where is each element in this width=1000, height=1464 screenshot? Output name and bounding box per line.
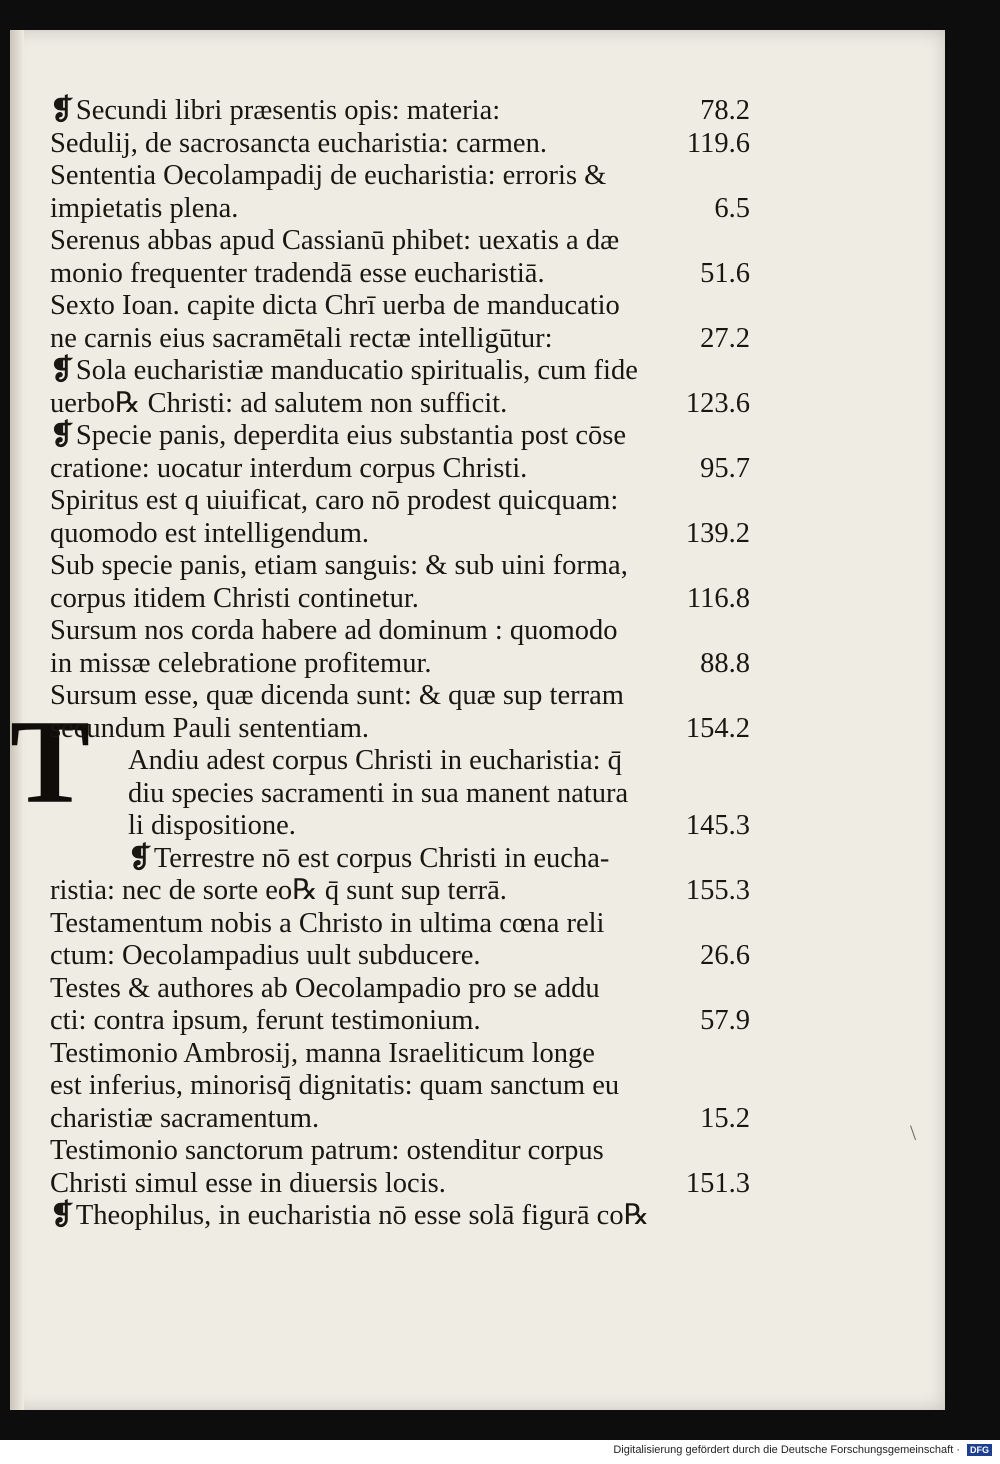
page-reference: 26.6 bbox=[700, 940, 750, 971]
margin-mark: \ bbox=[910, 1120, 917, 1145]
entry-text: cti: contra ipsum, ferunt testimonium. bbox=[50, 1005, 481, 1036]
entry-text: Christi simul esse in diuersis locis. bbox=[50, 1167, 446, 1199]
index-entry-line bbox=[50, 1135, 750, 1168]
entry-text: Andiu adest corpus Christi in eucharistia: q̄ bbox=[128, 745, 622, 776]
paragraph-mark-icon: ❡ bbox=[50, 95, 74, 126]
entry-text: ctum: Oecolampadius uult subducere. bbox=[50, 940, 481, 971]
entry-text: cratione: uocatur interdum corpus Christi. bbox=[50, 452, 528, 484]
page-reference: 27.2 bbox=[700, 322, 750, 354]
paragraph-mark-icon: ❡ bbox=[128, 842, 152, 874]
index-entry-line bbox=[50, 1200, 750, 1233]
index-entry-line bbox=[50, 420, 750, 453]
footer-bar bbox=[0, 1440, 1000, 1464]
page-reference: 88.8 bbox=[700, 647, 750, 679]
index-entry-line bbox=[50, 388, 750, 421]
page-reference: 119.6 bbox=[686, 127, 750, 159]
entry-text: charistiæ sacramentum. bbox=[50, 1102, 320, 1134]
entry-text: Testimonio Ambrosij, manna Israeliticum longe bbox=[50, 1037, 595, 1069]
index-entry-line bbox=[50, 258, 750, 291]
index-entry-line bbox=[50, 713, 750, 746]
entry-text: est inferius, minorisq̄ dignitatis: quam sanctum eu bbox=[50, 1070, 620, 1101]
entry-text: Specie panis, deperdita eius substantia post cōse bbox=[75, 420, 626, 451]
entry-text: diu species sacramenti in sua manent natura bbox=[128, 777, 629, 809]
entry-text: Spiritus est q uiuificat, caro nō prodest quicquam: bbox=[50, 485, 619, 516]
entry-text: Testes & authores ab Oecolampadio pro se addu bbox=[50, 972, 600, 1004]
index-entry-line bbox=[50, 95, 750, 128]
index-entry-line bbox=[50, 940, 750, 973]
entry-text: Sursum esse, quæ dicenda sunt: & quæ sup terram bbox=[50, 680, 624, 711]
index-entry-line bbox=[50, 128, 750, 161]
index-entry-line bbox=[50, 160, 750, 193]
dfg-logo: DFG bbox=[967, 1444, 992, 1456]
entry-text: quomodo est intelligendum. bbox=[50, 517, 370, 549]
index-entry-line bbox=[50, 908, 750, 941]
entry-text: Sola eucharistiæ manducatio spiritualis, cum fide bbox=[75, 355, 638, 386]
entry-text: Sub specie panis, etiam sanguis: & sub uini forma, bbox=[50, 550, 628, 581]
paragraph-mark-icon: ❡ bbox=[50, 355, 74, 386]
index-entry-line bbox=[50, 810, 750, 843]
index-entry-line bbox=[50, 1168, 750, 1201]
entry-text: monio frequenter tradendā esse eucharistiā. bbox=[50, 257, 545, 289]
page-reference: 15.2 bbox=[700, 1102, 750, 1134]
index-entry-line bbox=[50, 648, 750, 681]
decorated-initial: T bbox=[10, 695, 91, 828]
index-entry-line bbox=[50, 518, 750, 551]
page-reference: 155.3 bbox=[685, 875, 750, 906]
index-entry-line bbox=[50, 453, 750, 486]
index-entry-line bbox=[50, 290, 750, 323]
entry-text: Theophilus, in eucharistia nō esse solā figurā co℞ bbox=[75, 1200, 650, 1231]
entry-text: corpus itidem Christi continetur. bbox=[50, 582, 419, 614]
page-reference: 95.7 bbox=[700, 452, 750, 484]
entry-text: ne carnis eius sacramētali rectæ intelligūtur: bbox=[50, 322, 553, 354]
index-entry-line bbox=[50, 550, 750, 583]
entry-text: uerbo℞ Christi: ad salutem non sufficit. bbox=[50, 387, 508, 419]
page-reference: 6.5 bbox=[714, 192, 750, 224]
entry-text: Secundi libri præsentis opis: materia: bbox=[75, 95, 501, 126]
page-reference: 51.6 bbox=[700, 257, 750, 289]
index-entry-line bbox=[50, 225, 750, 258]
index-entry-line bbox=[50, 745, 750, 778]
index-entry-line bbox=[50, 1005, 750, 1038]
entry-text: li dispositione. bbox=[128, 810, 296, 841]
index-entry-line bbox=[50, 1070, 750, 1103]
index-entry-line bbox=[50, 973, 750, 1006]
page-reference: 154.2 bbox=[685, 712, 750, 744]
page-reference: 123.6 bbox=[685, 387, 750, 419]
paragraph-mark-icon: ❡ bbox=[50, 420, 74, 451]
funding-notice: Digitalisierung gefördert durch die Deutsche Forschungsgemeinschaft · bbox=[613, 1444, 960, 1456]
index-entry-line bbox=[50, 875, 750, 908]
entry-text: in missæ celebratione profitemur. bbox=[50, 647, 432, 679]
page-reference: 145.3 bbox=[685, 810, 750, 841]
index-entry-line bbox=[50, 1103, 750, 1136]
entry-text: Terrestre nō est corpus Christi in eucha- bbox=[153, 842, 610, 874]
index-entry-line bbox=[50, 615, 750, 648]
index-entry-line bbox=[50, 193, 750, 226]
entry-text: impietatis plena. bbox=[50, 192, 239, 224]
index-entry-line bbox=[50, 583, 750, 616]
entry-text: Sexto Ioan. capite dicta Chrī uerba de manducatio bbox=[50, 290, 620, 321]
entry-text: Sursum nos corda habere ad dominum : quomodo bbox=[50, 615, 618, 646]
entry-text: Sedulij, de sacrosancta eucharistia: carmen. bbox=[50, 127, 547, 159]
paragraph-mark-icon: ❡ bbox=[50, 1200, 74, 1231]
entry-text: secundum Pauli sententiam. bbox=[50, 712, 369, 744]
index-entry-line bbox=[50, 680, 750, 713]
index-entry-line bbox=[50, 778, 750, 811]
entry-text: Serenus abbas apud Cassianū phibet: uexatis a dæ bbox=[50, 225, 620, 256]
entry-text: Testimonio sanctorum patrum: ostenditur corpus bbox=[50, 1135, 604, 1166]
page-reference: 78.2 bbox=[700, 95, 750, 126]
index-entry-line bbox=[50, 843, 750, 876]
page-reference: 57.9 bbox=[700, 1005, 750, 1036]
page-reference: 139.2 bbox=[685, 517, 750, 549]
index-entry-line bbox=[50, 485, 750, 518]
index-entry-line bbox=[50, 355, 750, 388]
page-reference: 151.3 bbox=[685, 1167, 750, 1199]
index-entry-line bbox=[50, 1038, 750, 1071]
page-reference: 116.8 bbox=[686, 582, 750, 614]
index-entry-line bbox=[50, 323, 750, 356]
index-text-block bbox=[50, 95, 750, 1233]
entry-text: Testamentum nobis a Christo in ultima cœna reli bbox=[50, 907, 605, 939]
entry-text: ristia: nec de sorte eo℞ q̄ sunt sup terrā. bbox=[50, 875, 507, 906]
entry-text: Sententia Oecolampadij de eucharistia: erroris & bbox=[50, 160, 607, 191]
